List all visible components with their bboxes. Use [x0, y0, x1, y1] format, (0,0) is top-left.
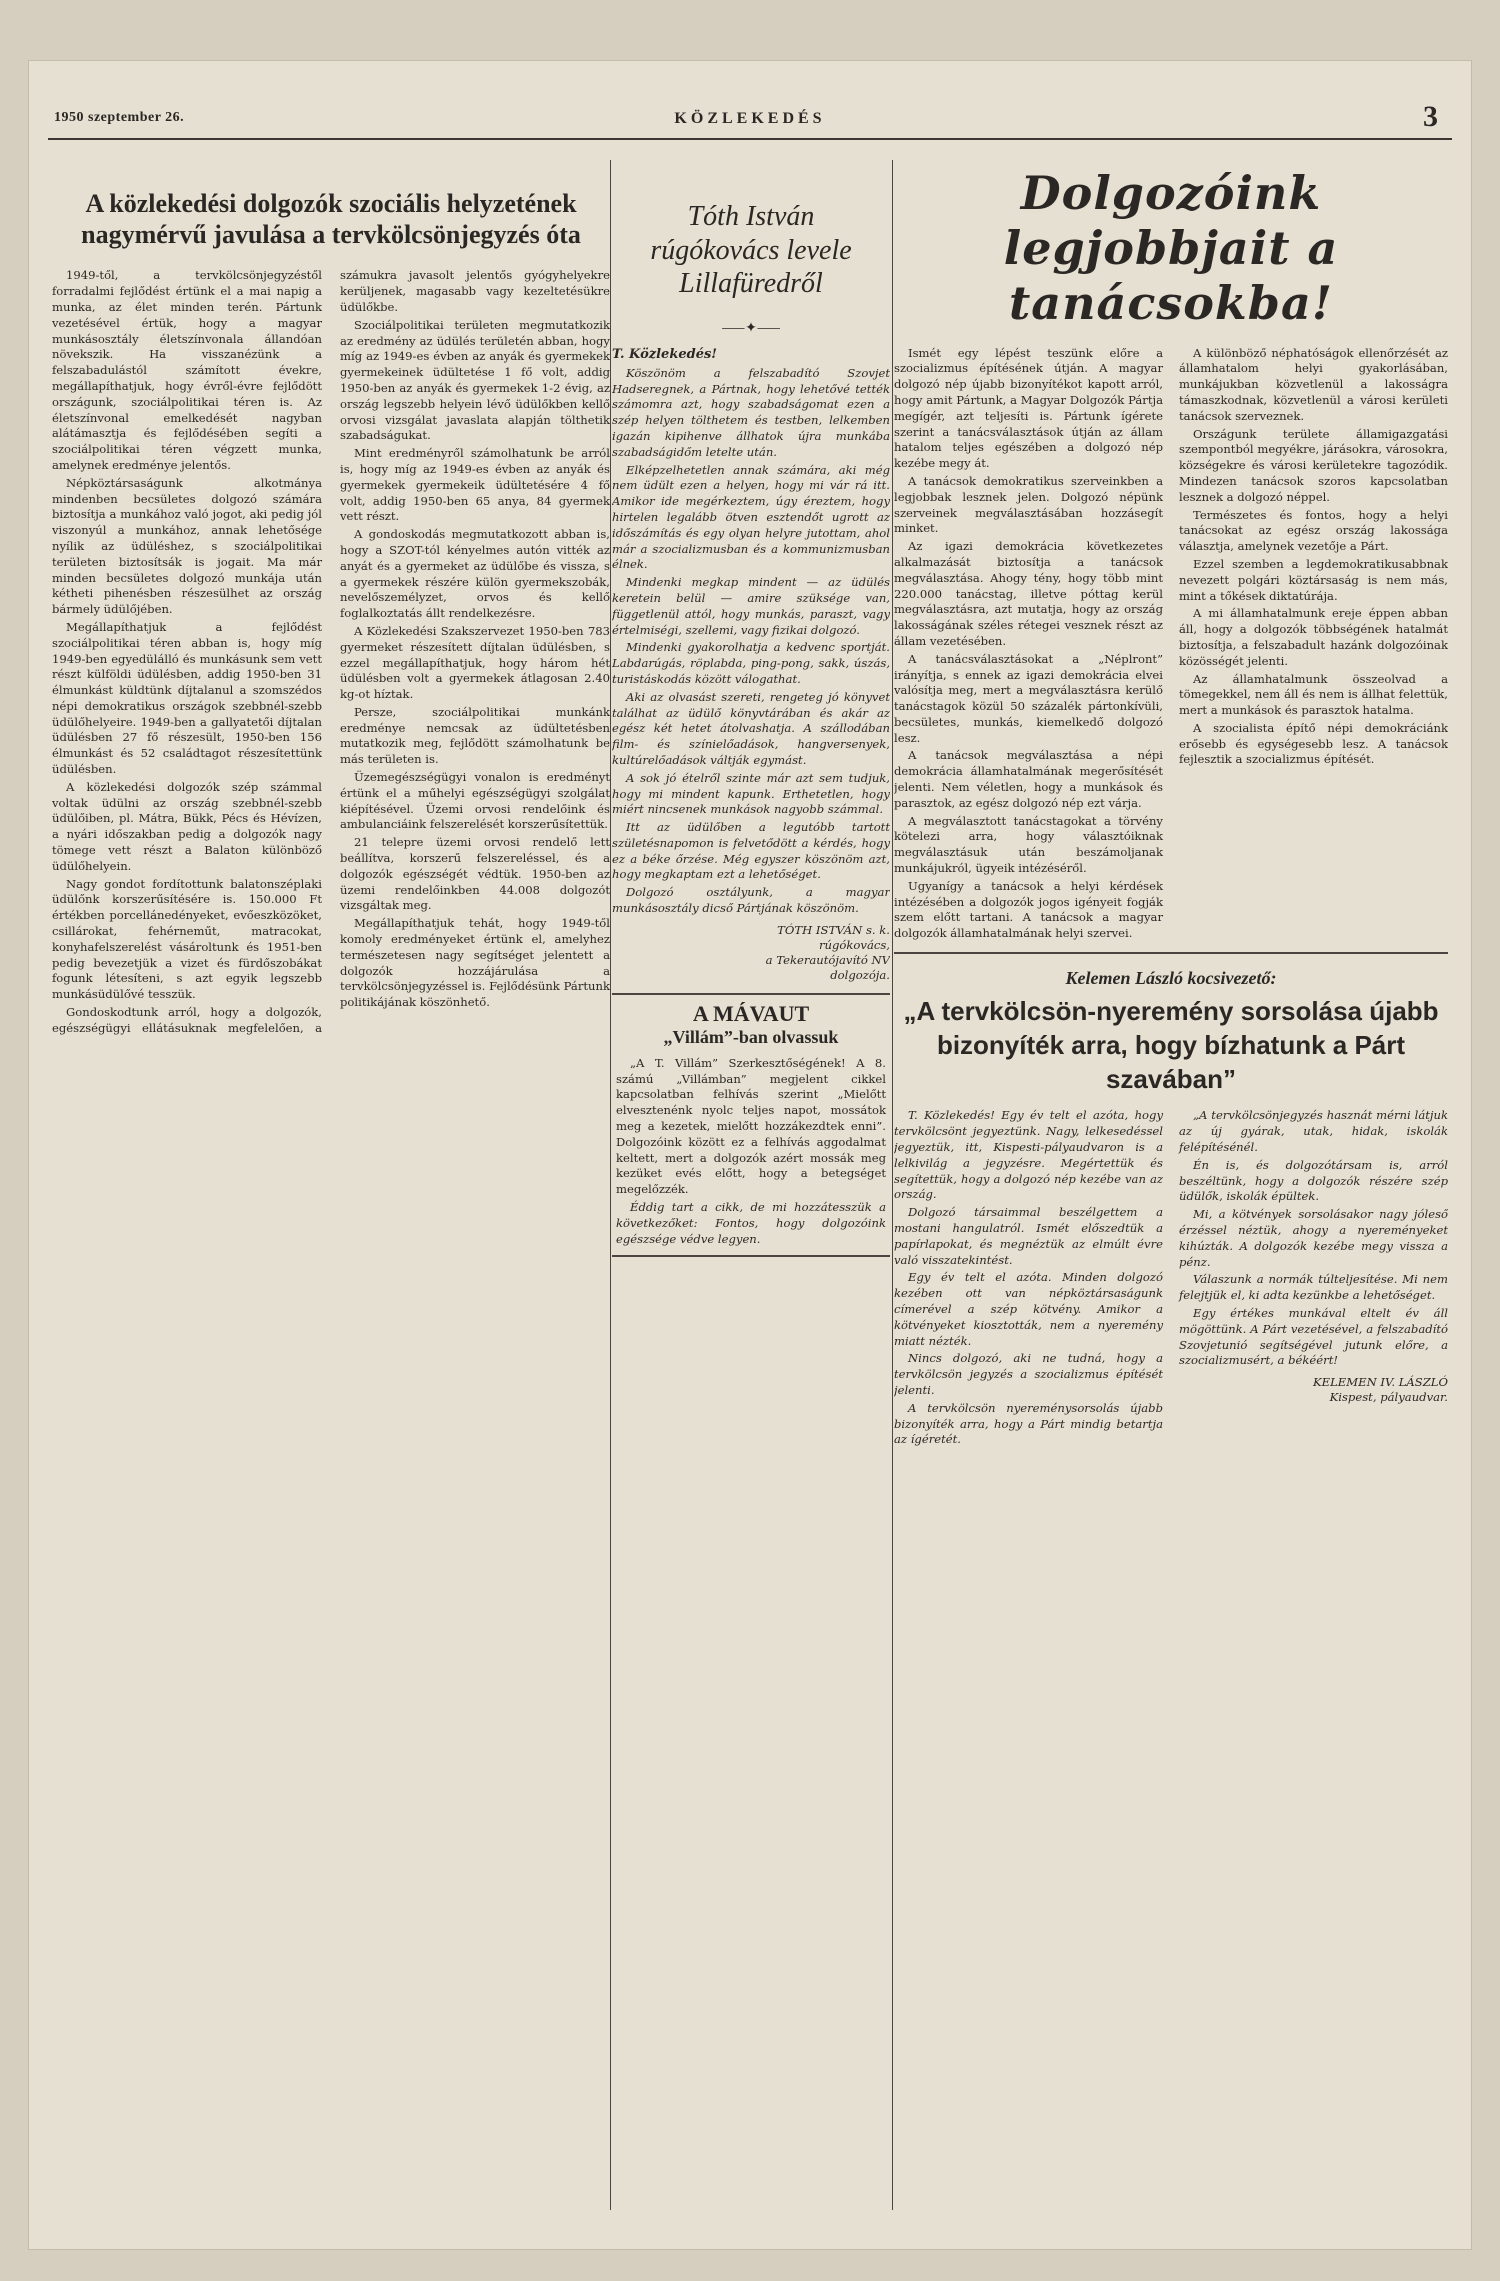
signoff-line: dolgozója.	[830, 967, 890, 982]
paragraph: Nagy gondot fordítottunk balatonszéplaki üdülőnk korszerűsítésére is. 150.000 Ft értékben porcellánedényeket, evőeszközöket, csillárokat, fehérneműt, matracokat, konyhafelszerelést vásároltunk és 1951-ben pedig bevezetjük a vizet és fürdőszobákat fogunk létesíteni, s azt egyik legszebb munkásüdülővé tesszük.	[52, 876, 322, 1002]
mavaut-title: A MÁVAUT	[692, 1000, 810, 1026]
paragraph: Mindenki gyakorolhatja a kedvenc sportját. Labdarúgás, röplabda, ping-pong, sakk, úszás, turistáskodás között válogathat.	[612, 640, 890, 686]
paragraph: Ugyanígy a tanácsok a helyi kérdések intézésében a dolgozók jogos igényeit fogják szem előtt tartani. A tanácsok a magyar dolgozók államhatalmának helyi szervei.	[894, 878, 1163, 941]
signoff-line: Kispest, pályaudvar.	[1329, 1390, 1448, 1405]
kelemen-article	[894, 952, 1448, 1450]
kelemen-signoff	[1179, 1375, 1448, 1405]
letter-headline: Tóth István rúgókovács levele Lillafüredről	[650, 201, 852, 300]
paragraph: Ismét egy lépést teszünk előre a szocializmus építésének útján. A magyar dolgozó nép újabb bizonyítékot kapott arról, hogy amit Pártunk, a Magyar Dolgozók Pártja megígér, azt teljesíti is. Pártunk ígérete szerint a tanácsválasztások útján az állam hatalom teljes egészében a dolgozó nép kezébe megy át.	[894, 345, 1163, 471]
mavaut-subtitle: „Villám”-ban olvassuk	[663, 1026, 839, 1047]
paragraph: Egy év telt el azóta. Minden dolgozó kezében ott van népköztársaságunk címerével a szép kötvény. Amikor a kötvényeket kiosztották, nem a nyeremény miatt nézték.	[894, 1270, 1163, 1348]
salutation: T. Közlekedés!	[612, 346, 717, 362]
kelemen-body	[894, 1108, 1448, 1450]
paragraph: 1949-től, a tervkölcsönjegyzéstől forradalmi fejlődést értünk el a mai napig a munka, az élet minden terén. Pártunk vezetésével értük, hogy a magyar munkásosztály életszínvonala állandóan növekszik. Ha visszanézünk a felszabadulástól számított évekre, megállapíthatjuk, hogy évről-évre fejlődött országunk, szociálpolitikai téren is. Az életszínvonal emelkedését nagyban alátámasztja és fejlődésében segíti a szociálpolitikai téren végzett munka, amelynek eredménye jelentős.	[52, 268, 322, 472]
paragraph: T. Közlekedés! Egy év telt el azóta, hogy tervkölcsönt jegyeztünk. Nagy, lelkesedéssel jegyeztük, itt, Kispesti-pályaudvaron is a lelkivilág a jegyzésre. Megértettük és segítettük, hogy a dolgozó nép kezébe van az ország.	[894, 1108, 1163, 1202]
councils-body-right	[1179, 346, 1448, 944]
paragraph: Gondoskodtunk arról, hogy a dolgozók, egészségügyi ellátásuknak megfelelően, a számukra javasolt jelentős gyógyhelyekre kerüljenek, magasabb vagy kezeltetésükre üdülőkbe.	[52, 268, 610, 1035]
kelemen-headline: „A tervkölcsön-nyeremény sorsolása újabb bizonyíték arra, hogy bízhatunk a Párt szavában”	[903, 996, 1439, 1094]
kelemen-label: Kelemen László kocsivezető:	[1065, 968, 1277, 989]
paragraph: A tanácsok demokratikus szerveinkben a legjobbak lesznek jelen. Dolgozó népünk szerveinek megválasztásában hozzásegít minket.	[894, 473, 1163, 536]
paragraph: Köszönöm a felszabadító Szovjet Hadseregnek, a Pártnak, hogy lehetővé tették számomra azt, hogy szabadságomat ezen a szép helyen tölthetem és testben, lelkemben igazán kipihenve állhatok újra munkába szabadságidőm letelte után.	[612, 365, 890, 459]
paragraph: Természetes és fontos, hogy a helyi tanácsokat az egész ország lakossága választja, amelynek vezetője a Párt.	[1179, 507, 1448, 554]
paragraph: Dolgozó osztályunk, a magyar munkásosztály dicső Pártjának köszönöm.	[612, 885, 890, 916]
newspaper-page	[28, 60, 1472, 2250]
signoff-line: rúgókovács,	[818, 937, 890, 952]
kelemen-body-right	[1179, 1108, 1448, 1450]
paragraph: Itt az üdülőben a legutóbb tartott születésnapomon is felvetődött a kérdés, hogy ez a béke őrzése. Még egyszer köszönöm azt, hogy megkaptam ezt a lehetőséget.	[612, 820, 890, 882]
paragraph: Az igazi demokrácia következetes alkalmazását biztosítja a tanácsok megválasztása. Ahogy tény, hogy több mint 220.000 tanácstag, illetve póttag kerül megválasztásra, azt mutatja, hogy az ország lakosságának széles rétegei vesznek részt az állam vezetésében.	[894, 539, 1163, 648]
paragraph: Mint eredményről számolhatunk be arról is, hogy míg az 1949-es évben az anyák és gyermekek gyermekeik üdültetésére 4 fő volt, addig 1950-ben 65 anya, 84 gyermek vett részt.	[340, 446, 610, 524]
mavaut-box	[612, 993, 890, 1258]
paragraph: Népköztársaságunk alkotmánya mindenben becsületes dolgozó számára biztosítja a munkához való jogot, aki pedig jól viszonyúl a munkához, annak lehetősége nyílik az üdüléshez, s szociálpolitikai területen biztosítsák is jogait. Ma már minden becsületes dolgozó munkája után kétheti pihenésben részesülhet az ország bármely üdülőjében.	[52, 475, 322, 617]
paragraph: Aki az olvasást szereti, rengeteg jó könyvet találhat az üdülő könyvtárában és akár az egész két hetet átolvashatja. A szállodában film- és színielőadások, hangversenyek, kultúrelőadások váltják egymást.	[612, 689, 890, 767]
paragraph: Szociálpolitikai területen megmutatkozik az eredmény az üdülés területén abban, hogy míg az 1949-es évben az anyák és gyermekek gyermekeinek üdültetése 1 fő volt, addig 1950-ben az anyák és gyermekek 1-2 évig, az ország legszebb helyein lévő üdülőkben kellő orvosi vizsgálat javaslata alapján tölthetik szabadságukat.	[340, 317, 610, 443]
signoff-line: a Tekerautójavító NV	[765, 952, 890, 967]
article-headline: A közlekedési dolgozók szociális helyzetének nagymérvű javulása a tervkölcsönjegyzés óta	[81, 189, 581, 250]
article-letter-lillafured	[612, 160, 890, 2210]
paragraph: A tervkölcsön nyereménysorsolás újabb bizonyíték arra, hogy a Párt mindig betartja az ígéretét.	[894, 1400, 1163, 1447]
column-rule	[610, 160, 611, 2210]
councils-body-left	[894, 346, 1163, 944]
ornament: ⸺✦⸺	[721, 319, 781, 336]
councils-headline: Dolgozóink legjobbjait a tanácsokba!	[1003, 166, 1339, 331]
paragraph: Én is, és dolgozótársam is, arról beszéltünk, hogy a dolgozók részére szép üdülők, iskolák épültek.	[1179, 1157, 1448, 1204]
masthead	[48, 98, 1452, 140]
column-rule	[892, 160, 893, 2210]
paragraph: Éddig tart a cikk, de mi hozzátesszük a következőket: Fontos, hogy dolgozóink egészsége védve legyen.	[616, 1200, 886, 1246]
paragraph: Persze, szociálpolitikai munkánk eredménye nemcsak az üdültetésben mutatkozik meg, fejlődött számolhatunk be más területen is.	[340, 704, 610, 767]
paragraph: „A tervkölcsönjegyzés hasznát mérni látjuk az új gyárak, utak, hidak, iskolák felépítésénél.	[1179, 1108, 1448, 1155]
paragraph: Dolgozó társaimmal beszélgettem a mostani hangulatról. Ismét előszedtük a papírlapokat, és megnéztük az elmúlt évre való visszatekintést.	[894, 1205, 1163, 1267]
paragraph: Elképzelhetetlen annak számára, aki még nem üdült ezen a helyen, hogy mi vár rá itt. Amikor ide megérkeztem, úgy éreztem, hogy hirtelen legalább ötven esztendőt ugrott az időszámítás és egy olyan helyre jutottam, ahol már a szocializmusban és a kommunizmusban élnek.	[612, 462, 890, 572]
letter-body	[612, 366, 890, 917]
paragraph: A különböző néphatóságok ellenőrzését az államhatalom helyi gyakorlásában, munkájukban közvetlenül a lakosságra támaszkodnak, közvetlenül a városi kerületi tanácsok szerveznek.	[1179, 345, 1448, 423]
councils-body	[894, 346, 1448, 944]
paragraph: A mi államhatalmunk ereje éppen abban áll, hogy a dolgozók többségének hatalmát biztosítja, a felszabadult hazánk dolgozóinak közösségét jelenti.	[1179, 606, 1448, 668]
article-body	[52, 268, 610, 1036]
newspaper-name: KÖZLEKEDÉS	[674, 110, 826, 127]
signoff-line: KELEMEN IV. LÁSZLÓ	[1312, 1375, 1448, 1390]
paragraph: A közlekedési dolgozók szép számmal voltak üdülni az ország szebbnél-szebb üdülőiben, pl. Mátra, Bükk, Pécs és Hévízen, a nyári időszakban pedig a dolgozók nagy tömege vett részt a Balaton különböző üdülőhelyein.	[52, 779, 322, 873]
paragraph: A tanácsválasztásokat a „Néplront” irányítja, s ennek az igazi demokrácia elvei valósítja meg, mert a megválasztásra kerülő tanácstagok közül 50 százalék pártonkívüli, becsületes, munkás, kiemelkedő dolgozó lesz.	[894, 651, 1163, 745]
article-councils	[894, 160, 1448, 2210]
paragraph: A sok jó ételről szinte már azt sem tudjuk, hogy mi mindent kapunk. Erthetetlen, hogy miért nincsenek munkások nagyobb számmal.	[612, 770, 890, 817]
issue-date: 1950 szeptember 26.	[54, 110, 185, 125]
paragraph: Egy értékes munkával eltelt év áll mögöttünk. A Párt vezetésével, a felszabadító Szovjetunió segítségével jutunk előre, a szocializmusért, a békéért!	[1179, 1306, 1448, 1368]
paragraph: Megállapíthatjuk tehát, hogy 1949-től komoly eredményeket értünk el, amelyhez természetesen nagy segítséget jelentett a dolgozók hozzájárulása a tervkölcsönjegyzéssel is. Fejlődésünk Pártunk politikájának köszönhető.	[340, 916, 610, 1010]
paragraph: 21 telepre üzemi orvosi rendelő lett beállítva, korszerű felszereléssel, és a dolgozók egészségét védtük. 1950-ben az üzemi rendelőinkben 44.008 dolgozót vizsgáltak meg.	[340, 835, 610, 913]
kelemen-body-left	[894, 1108, 1163, 1450]
paragraph: Országunk területe államigazgatási szempontból megyékre, járásokra, városokra, községekre és városi kerületekre tagozódik. Mindezen tanácsok szoros kapcsolatban lesznek a dolgozó néppel.	[1179, 426, 1448, 504]
paragraph: „A T. Villám” Szerkesztőségének! A 8. számú „Villámban” megjelent cikkel kapcsolatban felhívás szerint „Mielőtt elvesztenénk nyolc teljes napot, mossátok meg a kezetek, mielőtt hozzákezdtek enni”. Dolgozóink között ez a felhívás aggodalmat keltett, mert a dolgozók azért mossák meg kezüket evés előtt, hogy a betegséget megelőzzék.	[616, 1055, 886, 1197]
mavaut-body	[616, 1056, 886, 1248]
paragraph: Nincs dolgozó, aki ne tudná, hogy a tervkölcsön jegyzés a szocializmus építését jelenti.	[894, 1351, 1163, 1397]
paragraph: Mi, a kötvények sorsolásakor nagy jóleső érzéssel néztük, ahogy a nyereményeket kihúzták. A dolgozók kezébe megy vissza a pénz.	[1179, 1207, 1448, 1269]
page-number: 3	[1423, 100, 1438, 133]
letter-signoff	[612, 923, 890, 983]
paragraph: Mindenki megkap mindent — az üdülés keretein belül — amire szüksége van, függetlenül attól, hogy munkás, paraszt, vagy értelmiségi, szellemi, vagy fizikai dolgozó.	[612, 575, 890, 637]
paragraph: Megállapíthatjuk a fejlődést szociálpolitikai téren abban is, hogy míg 1949-ben egyedülálló és munkásunk sem vett részt külföldi üdülésben, addig 1950-ben 31 élmunkást küldtünk díjtalanul a szomszédos népi demokratikus országok szebbnél-szebb üdülőhelyeire. 1949-ben a gallyatetői díjtalan üdülésben 27 fő részesült, 1950-ben 156 élmunkást és 52 családtagot részesítettünk üdülésben.	[52, 619, 322, 777]
paragraph: A Közlekedési Szakszervezet 1950-ben 783 gyermeket részesített díjtalan üdülésben, s ezzel megállapíthatjuk, hogy három hét üdülésben volt a gyermekek átlagosan 2.40 kg-ot híztak.	[340, 623, 610, 702]
paragraph: Válaszunk a normák túlteljesítése. Mi nem felejtjük el, ki adta kezünkbe a lehetőséget.	[1179, 1272, 1448, 1303]
paragraph: A szocialista építő népi demokráciánk erősebb és egységesebb lesz. A tanácsok fejlesztik a szocializmus építését.	[1179, 720, 1448, 767]
article-social-conditions	[52, 160, 610, 2210]
paragraph: A tanácsok megválasztása a népi demokrácia államhatalmának megerősítését jelenti. Nem véletlen, hogy a munkások és parasztok, az egész dolgozó nép ezt várja.	[894, 748, 1163, 810]
paragraph: Ezzel szemben a legdemokratikusabbnak nevezett polgári köztársaság is nem más, mint a tőkések diktatúrája.	[1179, 556, 1448, 603]
paragraph: Üzemegészségügyi vonalon is eredményt értünk el a műhelyi egészségügyi szolgálat kiépítésével. Üzemi orvosi rendelőink és ambulanciáink felszerelését korszerűsítettük.	[340, 770, 610, 832]
paragraph: A gondoskodás megmutatkozott abban is, hogy a SZOT-tól kényelmes autón vitték az anyát és a gyermeket az üdülőbe és vissza, s a gyermekek részére külön gyermekszobák, nevelőszemélyzet, orvos és kellő foglalkoztatás állt rendelkezésre.	[340, 527, 610, 621]
paragraph: A megválasztott tanácstagokat a törvény kötelezi arra, hogy választóiknak megválasztásuk után beszámoljanak munkájukról, ügyeik intézéséről.	[894, 813, 1163, 876]
signoff-line: TÓTH ISTVÁN s. k.	[777, 922, 890, 937]
paragraph: Az államhatalmunk összeolvad a tömegekkel, nem áll és nem is állhat felettük, mert a munkások és parasztok hatalma.	[1179, 671, 1448, 718]
